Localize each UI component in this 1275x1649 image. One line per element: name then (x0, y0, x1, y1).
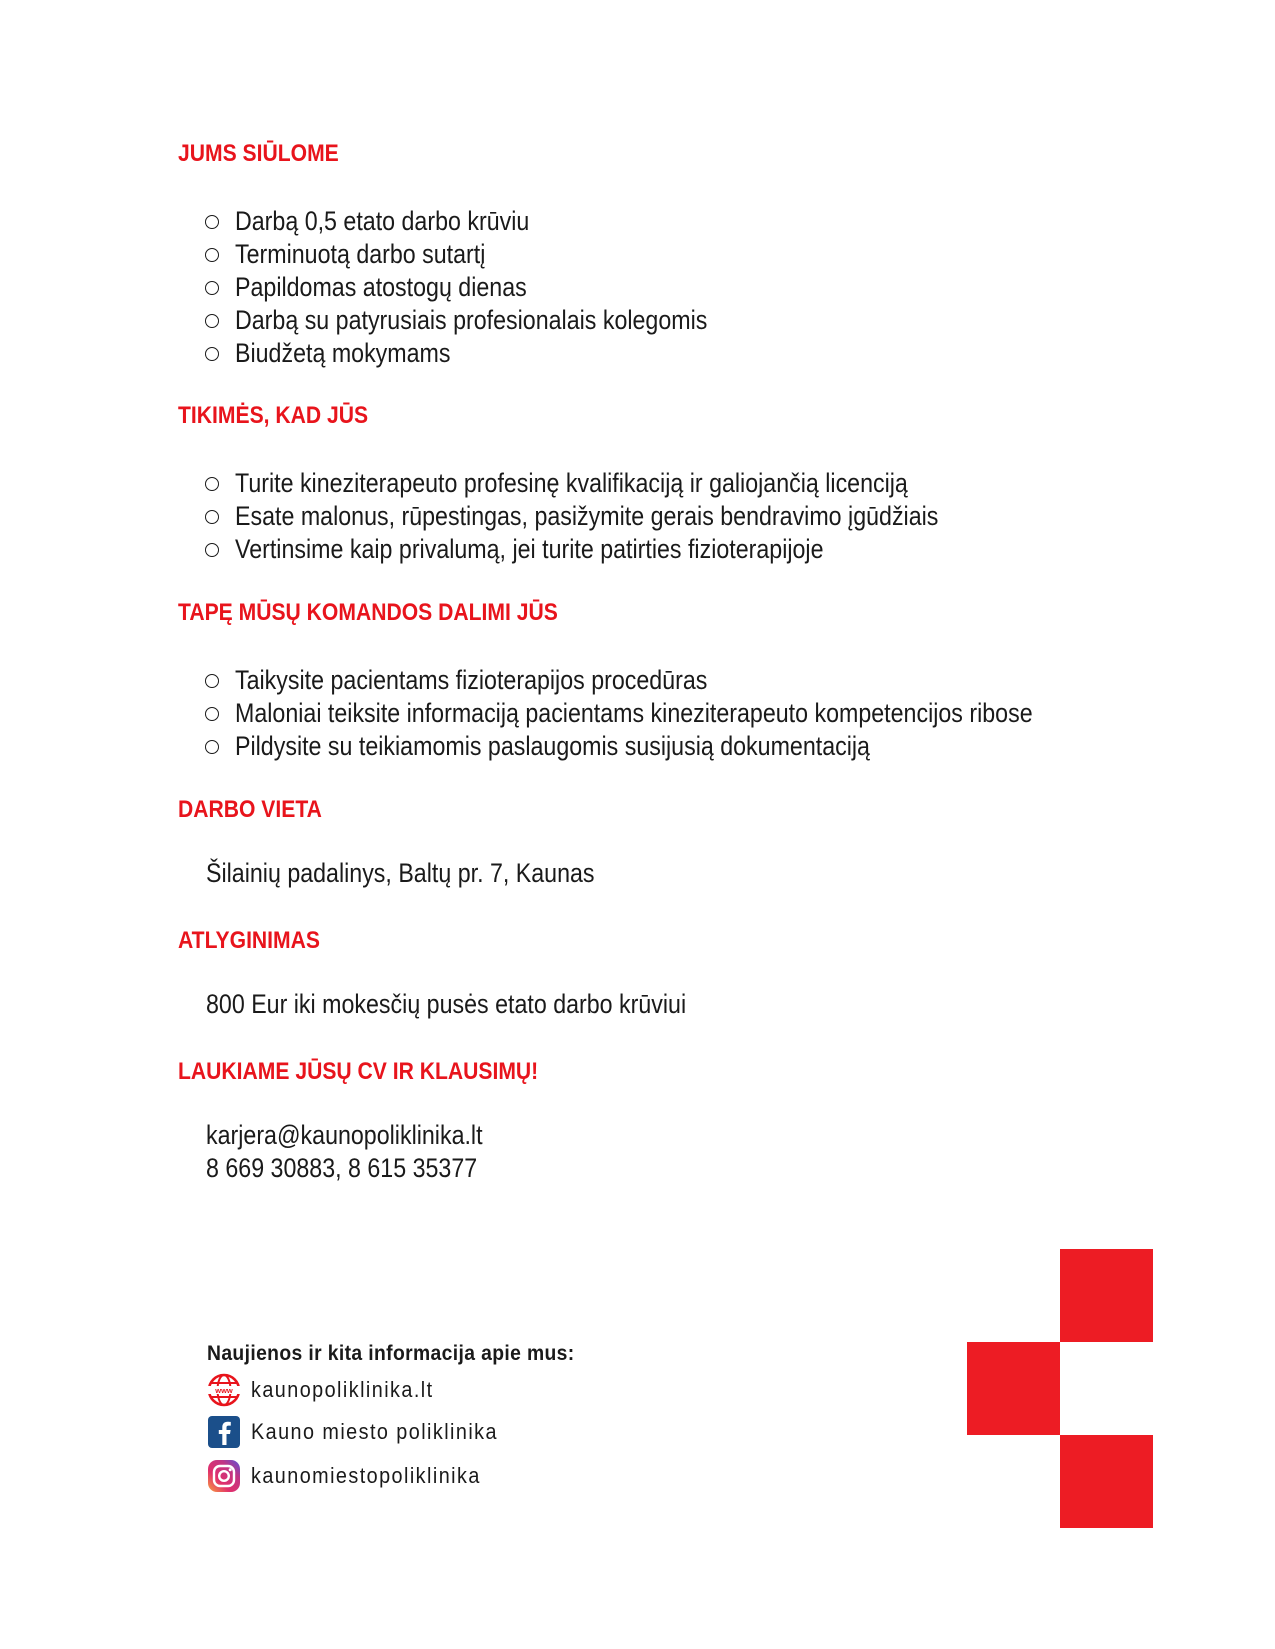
footer-title: Naujienos ir kita informacija apie mus: (207, 1342, 575, 1365)
www-globe-icon (207, 1373, 241, 1407)
circle-bullet-icon (205, 314, 219, 328)
facebook-icon (207, 1415, 241, 1449)
website-link[interactable]: www kaunopoliklinika.lt (207, 1372, 454, 1408)
salary-text: 800 Eur iki mokesčių pusės etato darbo krūviui (206, 989, 687, 1019)
circle-bullet-icon (205, 248, 219, 262)
facebook-link[interactable]: Kauno miesto poliklinika (207, 1414, 525, 1450)
circle-bullet-icon (205, 477, 219, 491)
circle-bullet-icon (205, 740, 219, 754)
svg-text:www: www (215, 1386, 233, 1395)
heading-tikimes: TIKIMĖS, KAD JŪS (178, 402, 369, 429)
contact-email[interactable]: karjera@kaunopoliklinika.lt (206, 1120, 483, 1150)
instagram-icon (207, 1459, 241, 1493)
instagram-link[interactable]: kaunomiestopoliklinika (207, 1458, 506, 1494)
heading-darbo-vieta: DARBO VIETA (178, 796, 322, 823)
circle-bullet-icon (205, 707, 219, 721)
red-square-decoration (967, 1342, 1060, 1435)
contact-phones[interactable]: 8 669 30883, 8 615 35377 (206, 1153, 478, 1183)
circle-bullet-icon (205, 543, 219, 557)
heading-atlyginimas: ATLYGINIMAS (178, 927, 320, 954)
heading-laukiame-cv: LAUKIAME JŪSŲ CV IR KLAUSIMŲ! (178, 1058, 539, 1085)
circle-bullet-icon (205, 674, 219, 688)
circle-bullet-icon (205, 281, 219, 295)
circle-bullet-icon (205, 510, 219, 524)
red-square-decoration (1060, 1249, 1153, 1342)
circle-bullet-icon (205, 347, 219, 361)
red-square-decoration (1060, 1435, 1153, 1528)
circle-bullet-icon (205, 215, 219, 229)
heading-jums-siulome: JUMS SIŪLOME (178, 140, 339, 167)
heading-tape-musu-komandos: TAPĘ MŪSŲ KOMANDOS DALIMI JŪS (178, 599, 558, 626)
workplace-address: Šilainių padalinys, Baltų pr. 7, Kaunas (206, 858, 595, 888)
